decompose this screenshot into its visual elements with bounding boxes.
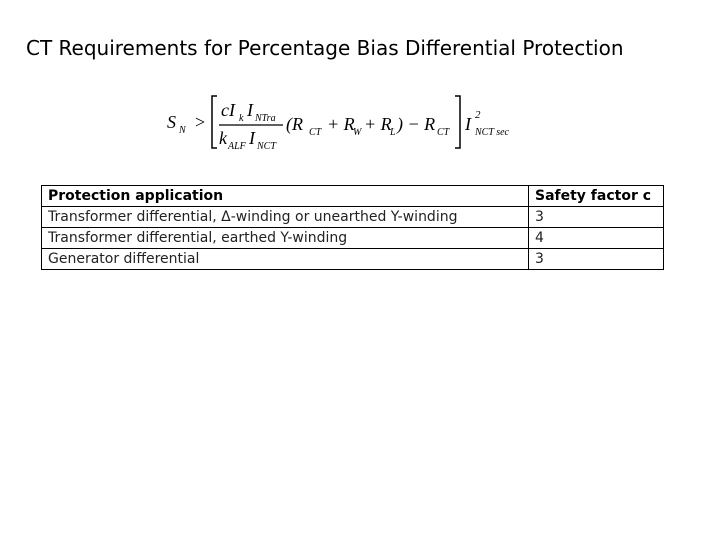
formula-numerator-c: cI bbox=[221, 100, 235, 120]
formula-lhs-sub: N bbox=[179, 125, 186, 136]
formula-denominator-i: I bbox=[249, 128, 255, 148]
formula-denominator-k-sub: ALF bbox=[228, 141, 246, 152]
formula-minus-rct: ) − R bbox=[397, 114, 436, 134]
formula-denominator-k: k bbox=[219, 128, 227, 148]
formula-rct-sub: CT bbox=[309, 127, 322, 138]
right-bracket bbox=[455, 96, 460, 148]
header-protection-application: Protection application bbox=[42, 186, 529, 207]
formula-numerator-i: I bbox=[247, 100, 253, 120]
formula-tail-sup: 2 bbox=[475, 109, 481, 121]
table-header-row bbox=[42, 186, 664, 207]
formula-graphic bbox=[165, 92, 525, 152]
formula-relation: > bbox=[195, 112, 206, 132]
formula-plus-rl: + R bbox=[364, 114, 392, 134]
safety-factor-table bbox=[41, 185, 664, 270]
formula-lhs: S bbox=[167, 112, 176, 132]
formula-tail-i: I bbox=[465, 114, 471, 134]
cell-factor: 4 bbox=[529, 228, 664, 249]
slide-title: CT Requirements for Percentage Bias Differential Protection bbox=[26, 36, 624, 60]
formula-plus-rw: + R bbox=[327, 114, 355, 134]
formula-rl-sub: L bbox=[390, 127, 396, 138]
formula-denominator-i-sub: NCT bbox=[257, 141, 276, 152]
formula-numerator-sub: NTra bbox=[255, 113, 276, 124]
table-row bbox=[42, 207, 664, 228]
formula-tail-sub: NCT sec bbox=[475, 127, 509, 138]
formula-rct2-sub: CT bbox=[437, 127, 450, 138]
header-safety-factor: Safety factor c bbox=[529, 186, 664, 207]
table-row bbox=[42, 249, 664, 270]
ct-requirement-formula bbox=[165, 92, 525, 152]
formula-numerator-k-sub: k bbox=[239, 113, 244, 124]
table-row bbox=[42, 228, 664, 249]
left-bracket bbox=[212, 96, 217, 148]
formula-rw-sub: W bbox=[353, 127, 362, 138]
cell-factor: 3 bbox=[529, 249, 664, 270]
cell-application: Transformer differential, Δ-winding or unearthed Y-winding bbox=[42, 207, 529, 228]
cell-application: Generator differential bbox=[42, 249, 529, 270]
formula-paren-r: (R bbox=[286, 114, 303, 134]
cell-application: Transformer differential, earthed Y-winding bbox=[42, 228, 529, 249]
cell-factor: 3 bbox=[529, 207, 664, 228]
